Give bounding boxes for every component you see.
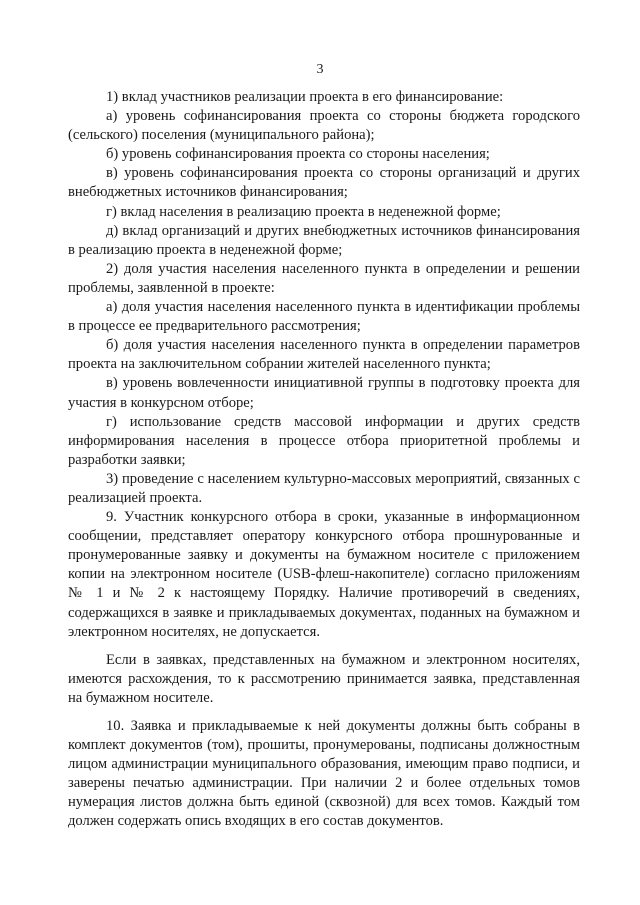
paragraph-section-9: 9. Участник конкурсного отбора в сроки, указанные в информационном сообщении, представляет оператору конкурсного отбора прошнурованные и пронумерованные заявку и документы на бумажном носителе с приложением копии на электронном носителе (USB-флеш-накопителе) согласно приложениям № 1 и № 2 к настоящему Порядку. Наличие противоречий в сведениях, содержащихся в заявке и прикладываемых документах, поданных на бумажном и электронном носителях, не допускается. <box>68 509 580 640</box>
page-number: 3 <box>316 62 324 77</box>
paragraph-criterion-2: 2) доля участия населения населенного пункта в определении и решении проблемы, заявленной в проекте: <box>68 260 580 296</box>
document-body <box>68 88 580 832</box>
paragraph-criterion-1: 1) вклад участников реализации проекта в его финансирование: <box>106 89 504 105</box>
paragraph-criterion-1g: г) вклад населения в реализацию проекта в неденежной форме; <box>106 203 501 220</box>
paragraph-section-10: 10. Заявка и прикладываемые к ней документы должны быть собраны в комплект документов (том), прошиты, пронумерованы, подписаны должностным лицом администрации муниципального образования, имеющим право подписи, и заверены печатью администрации. При наличии 2 и более отдельных томов нумерация листов должна быть единой (сквозной) для всех томов. Каждый том должен содержать опись входящих в его состав документов. <box>68 718 580 830</box>
paragraph-criterion-1b: б) уровень софинансирования проекта со стороны населения; <box>106 146 490 163</box>
paragraph-criterion-1d: д) вклад организаций и других внебюджетных источников финансирования в реализацию проекта в неденежной форме; <box>68 222 580 258</box>
paragraph-criterion-2g: г) использование средств массовой информации и других средств информирования населения в процессе отбора приоритетной проблемы и разработки заявки; <box>68 413 580 468</box>
paragraph-criterion-2b: б) доля участия населения населенного пункта в определении параметров проекта на заключительном собрании жителей населенного пункта; <box>68 337 580 373</box>
paragraph-criterion-1a: а) уровень софинансирования проекта со стороны бюджета городского (сельского) поселения (муниципального района); <box>68 108 580 144</box>
paragraph-criterion-2v: в) уровень вовлеченности инициативной группы в подготовку проекта для участия в конкурсном отборе; <box>68 375 580 411</box>
paragraph-criterion-2a: а) доля участия населения населенного пункта в идентификации проблемы в процессе ее предварительного рассмотрения; <box>68 299 580 335</box>
paragraph-criterion-3: 3) проведение с населением культурно-массовых мероприятий, связанных с реализацией проекта. <box>68 470 580 506</box>
paragraph-criterion-1v: в) уровень софинансирования проекта со стороны организаций и других внебюджетных источников финансирования; <box>68 165 580 201</box>
paragraph-discrepancy-rule: Если в заявках, представленных на бумажном и электронном носителях, имеются расхождения, то к рассмотрению принимается заявка, представленная на бумажном носителе. <box>68 651 580 706</box>
